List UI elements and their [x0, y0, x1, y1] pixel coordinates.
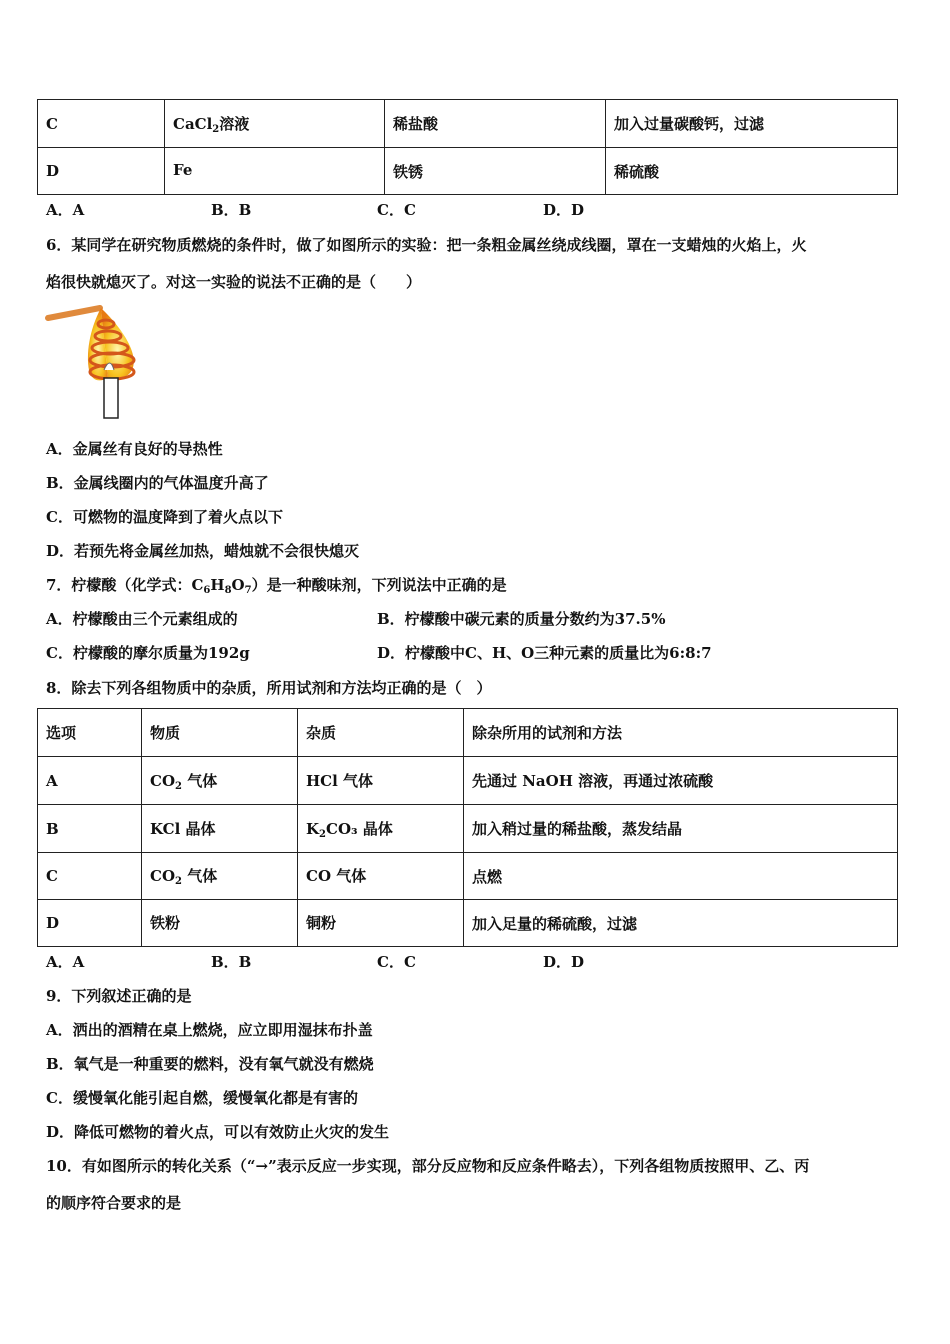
impurity-cell: HCl 气体: [298, 757, 464, 805]
impurity-cell: CO 气体: [298, 853, 464, 900]
header-substance: 物质: [142, 709, 298, 757]
substance-cell: KCl 晶体: [142, 805, 298, 853]
q7-option-d[interactable]: D．柠檬酸中C、H、O三种元素的质量比为6:8:7: [377, 644, 712, 662]
q8-stem: 8．除去下列各组物质中的杂质，所用试剂和方法均正确的是（ ）: [46, 679, 492, 697]
q9-option-b[interactable]: B．氧气是一种重要的燃料，没有氧气就没有燃烧: [46, 1055, 374, 1073]
table-row: [38, 757, 898, 805]
substance-cell: $CO_2$ 气体: [142, 853, 298, 900]
q9-option-c[interactable]: C．缓慢氧化能引起自燃，缓慢氧化都是有害的: [46, 1089, 358, 1107]
row-label: C: [38, 853, 142, 900]
table-row: [38, 805, 898, 853]
substance-cell: CaCl$_2$溶液: [165, 100, 385, 148]
q6-option-c[interactable]: C．可燃物的温度降到了着火点以下: [46, 508, 283, 526]
header-impurity: 杂质: [298, 709, 464, 757]
option-c[interactable]: C．C: [377, 201, 416, 219]
q10-stem-line2: 的顺序符合要求的是: [46, 1194, 182, 1212]
q9-option-d[interactable]: D．降低可燃物的着火点，可以有效防止火灾的发生: [46, 1123, 390, 1141]
option-b[interactable]: B．B: [211, 953, 252, 971]
option-d[interactable]: D．D: [543, 953, 585, 971]
wire-coil-candle-figure: [44, 300, 144, 422]
impurity-cell: 铁锈: [385, 148, 606, 195]
table-row: [38, 853, 898, 900]
method-cell: 加入过量碳酸钙，过滤: [606, 100, 898, 148]
method-cell: 点燃: [464, 853, 898, 900]
method-cell: 加入稍过量的稀盐酸，蒸发结晶: [464, 805, 898, 853]
table-row: [38, 900, 898, 947]
q7-option-a[interactable]: A．柠檬酸由三个元素组成的: [46, 610, 238, 628]
q6-option-d[interactable]: D．若预先将金属丝加热，蜡烛就不会很快熄灭: [46, 542, 360, 560]
q7-option-b[interactable]: B．柠檬酸中碳元素的质量分数约为37.5%: [377, 610, 666, 628]
impurity-cell: 稀盐酸: [385, 100, 606, 148]
q8-table: [37, 708, 898, 947]
option-d[interactable]: D．D: [543, 201, 585, 219]
substance-cell: $CO_2$ 气体: [142, 757, 298, 805]
citric-acid-formula: $C_6H_8O_7$: [191, 576, 252, 596]
method-cell: 先通过 NaOH 溶液，再通过浓硫酸: [464, 757, 898, 805]
row-label: D: [38, 900, 142, 947]
substance-cell: 铁粉: [142, 900, 298, 947]
impurity-cell: 铜粉: [298, 900, 464, 947]
header-method: 除杂所用的试剂和方法: [464, 709, 898, 757]
option-a[interactable]: A．A: [46, 201, 85, 219]
q5-table: [37, 99, 898, 195]
row-label: C: [38, 100, 165, 148]
q9-option-a[interactable]: A．洒出的酒精在桌上燃烧，应立即用湿抹布扑盖: [46, 1021, 373, 1039]
header-option: 选项: [38, 709, 142, 757]
table-row: [38, 100, 898, 148]
row-label: D: [38, 148, 165, 195]
candle: [104, 378, 118, 418]
impurity-cell: $K_2CO_3$ 晶体: [298, 805, 464, 853]
q9-stem: 9．下列叙述正确的是: [46, 987, 192, 1005]
option-a[interactable]: A．A: [46, 953, 85, 971]
substance-cell: Fe: [165, 148, 385, 195]
q6-option-a[interactable]: A．金属丝有良好的导热性: [46, 440, 223, 458]
method-cell: 加入足量的稀硫酸，过滤: [464, 900, 898, 947]
row-label: B: [38, 805, 142, 853]
option-b[interactable]: B．B: [211, 201, 252, 219]
option-c[interactable]: C．C: [377, 953, 416, 971]
table-row: [38, 148, 898, 195]
q6-stem-line2: 焰很快就熄灭了。对这一实验的说法不正确的是（ ）: [46, 273, 422, 291]
row-label: A: [38, 757, 142, 805]
q6-stem-line1: 6．某同学在研究物质燃烧的条件时，做了如图所示的实验：把一条粗金属丝绕成线圈，罩在一支蜡烛的火焰上，火: [46, 236, 807, 254]
q7-stem: 7．柠檬酸（化学式：$C_6H_8O_7$）是一种酸味剂，下列说法中正确的是: [46, 576, 507, 596]
q7-option-c[interactable]: C．柠檬酸的摩尔质量为192g: [46, 644, 250, 662]
table-header-row: [38, 709, 898, 757]
q10-stem-line1: 10．有如图所示的转化关系（“→”表示反应一步实现，部分反应物和反应条件略去），下列各组物质按照甲、乙、丙: [46, 1157, 810, 1175]
wire-handle: [48, 308, 100, 318]
method-cell: 稀硫酸: [606, 148, 898, 195]
q6-option-b[interactable]: B．金属线圈内的气体温度升高了: [46, 474, 269, 492]
